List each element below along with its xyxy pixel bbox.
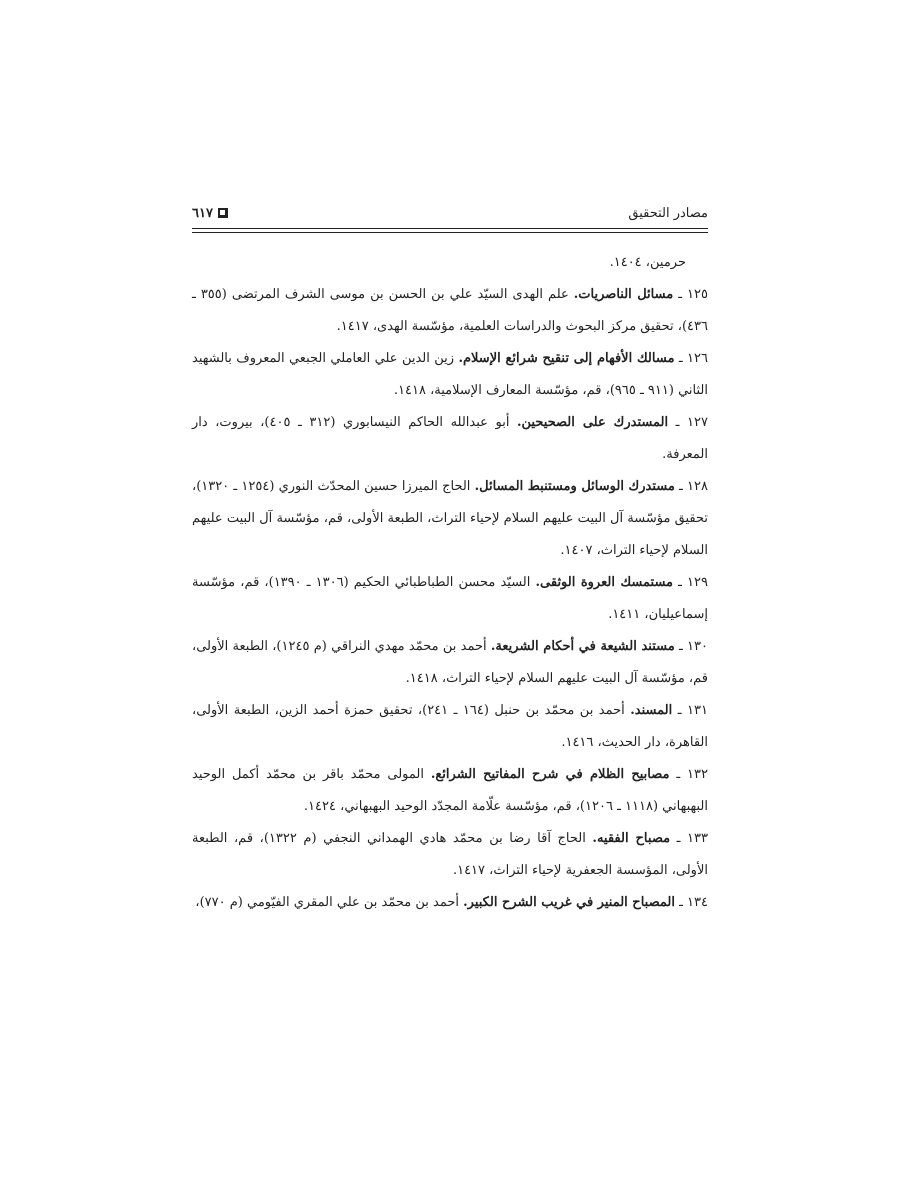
bibliography-entry (192, 407, 708, 471)
bibliography-entry (192, 631, 708, 695)
bibliography-entry (192, 823, 708, 887)
bibliography-entry (192, 695, 708, 759)
bibliography-entry (192, 279, 708, 343)
entry-number: ١٣١ ـ (677, 703, 708, 718)
page-number-group (192, 206, 228, 221)
entry-number: ١٣٢ ـ (676, 767, 708, 782)
entry-number: ١٢٧ ـ (675, 415, 708, 430)
square-icon (218, 208, 228, 218)
entry-number: ١٢٩ ـ (678, 575, 708, 590)
entry-details: المولى محمّد باقر بن محمّد أكمل الوحيد البهبهاني (١١١٨ ـ ١٢٠٦)، قم، مؤسّسة علّامة المجدّد الوحيد البهبهاني، ١٤٢٤. (192, 767, 708, 814)
bibliography-entry (192, 567, 708, 631)
page-number: ٦١٧ (192, 205, 213, 221)
entries-container (192, 279, 708, 919)
header-rule-top (192, 228, 708, 229)
entry-title: مسائل الناصريات. (573, 287, 674, 302)
entry-title: المسند. (630, 703, 673, 718)
entry-details: أحمد بن محمّد مهدي النراقي (م ١٢٤٥)، الطبعة الأولى، قم، مؤسّسة آل البيت عليهم السلام لإحياء التراث، ١٤١٨. (192, 639, 708, 686)
running-title: مصادر التحقيق (628, 205, 708, 221)
entry-title: مستمسك العروة الوثقى. (535, 575, 674, 590)
entry-number: ١٣٣ ـ (676, 831, 708, 846)
entry-title: المصباح المنير في غريب الشرح الكبير. (463, 895, 675, 910)
entry-title: مسالك الأفهام إلى تنقيح شرائع الإسلام. (458, 351, 675, 366)
bibliography-entry (192, 759, 708, 823)
entry-number: ١٣٤ ـ (679, 895, 708, 910)
entry-number: ١٣٠ ـ (678, 639, 708, 654)
entry-details: الحاج الميرزا حسين المحدّث النوري (١٢٥٤ ـ ١٣٢٠)، تحقيق مؤسّسة آل البيت عليهم السلام لإحياء التراث، الطبعة الأولى، قم، مؤسّسة آل البيت عليهم السلام لإحياء التراث، ١٤٠٧. (192, 479, 708, 558)
page-header (192, 200, 708, 226)
header-rule-bottom (192, 232, 708, 233)
entry-details: أحمد بن محمّد بن علي المقري الفيّومي (م ٧٧٠)، (195, 895, 464, 910)
entry-title: مصباح الفقيه. (592, 831, 671, 846)
entry-details: السيّد محسن الطباطبائي الحكيم (١٣٠٦ ـ ١٣٩٠)، قم، مؤسّسة إسماعيليان، ١٤١١. (192, 575, 708, 622)
entry-details: الحاج آقا رضا بن محمّد هادي الهمداني النجفي (م ١٣٢٢)، قم، الطبعة الأولى، المؤسسة الجعفرية لإحياء التراث، ١٤١٧. (192, 831, 708, 878)
bibliography-entry (192, 471, 708, 567)
entry-number: ١٢٦ ـ (678, 351, 708, 366)
entry-details: زين الدين علي العاملي الجبعي المعروف بالشهيد الثاني (٩١١ ـ ٩٦٥)، قم، مؤسّسة المعارف الإسلامية، ١٤١٨. (192, 351, 708, 398)
entry-details: أحمد بن محمّد بن حنبل (١٦٤ ـ ٢٤١)، تحقيق حمزة أحمد الزين، الطبعة الأولى، القاهرة، دار الحديث، ١٤١٦. (192, 703, 708, 750)
bibliography-list (192, 247, 708, 919)
entry-title: المستدرك على الصحيحين. (516, 415, 669, 430)
bibliography-entry (192, 887, 708, 919)
entry-details: أبو عبدالله الحاكم النيسابوري (٣١٢ ـ ٤٠٥)، بيروت، دار المعرفة. (192, 415, 708, 462)
continuation-line: حرمين، ١٤٠٤. (609, 255, 686, 270)
entry-title: مصابيح الظلام في شرح المفاتيح الشرائع. (430, 767, 670, 782)
entry-details: علم الهدى السيّد علي بن الحسن بن موسى الشرف المرتضى (٣٥٥ ـ ٤٣٦)، تحقيق مركز البحوث والدراسات العلمية، مؤسّسة الهدى، ١٤١٧. (192, 287, 708, 334)
entry-number: ١٢٥ ـ (678, 287, 708, 302)
entry-title: مستدرك الوسائل ومستنبط المسائل. (474, 479, 675, 494)
entry-number: ١٢٨ ـ (679, 479, 708, 494)
bibliography-entry (192, 343, 708, 407)
entry-title: مستند الشيعة في أحكام الشريعة. (490, 639, 675, 654)
